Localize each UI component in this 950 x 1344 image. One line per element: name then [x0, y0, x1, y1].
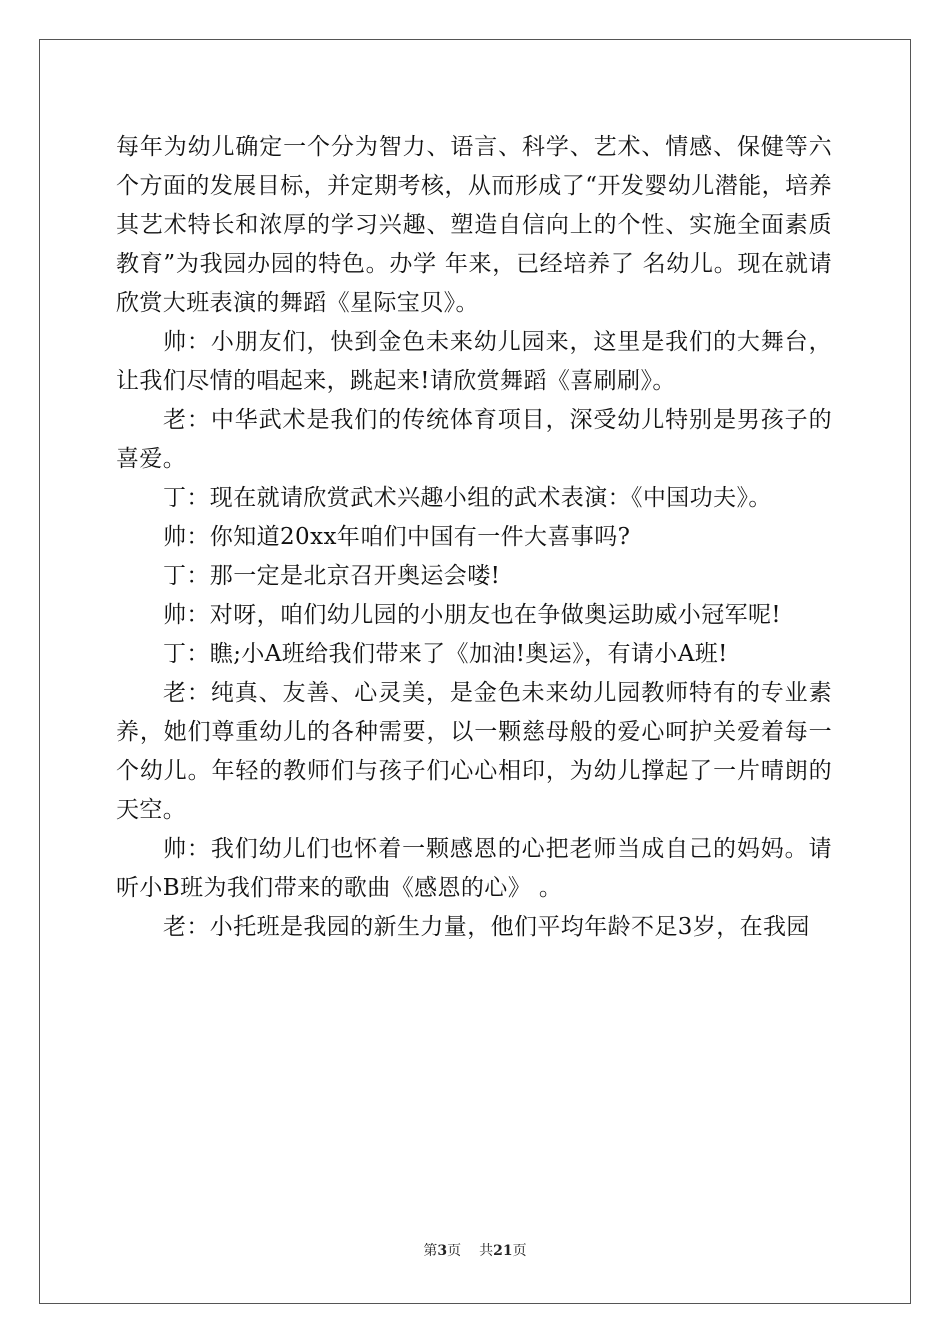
page-prefix: 第	[423, 1243, 438, 1259]
paragraph-11: 老：小托班是我园的新生力量，他们平均年龄不足3岁，在我园	[163, 914, 810, 940]
paragraph-1: 每年为幼儿确定一个分为智力、语言、科学、艺术、情感、保健等六个方面的发展目标，并定期考核，从而形成了“开发婴幼儿潜能，培养其艺术特长和浓厚的学习兴趣、塑造自信向上的个性、实施全面素质教育”为我园办园的特色。办学 年来，已经培养了 名幼儿。现在就请欣赏大班表演的舞蹈《星际宝贝》。	[116, 134, 832, 316]
page-current: 3	[437, 1243, 448, 1259]
paragraph-2: 帅：小朋友们，快到金色未来幼儿园来，这里是我们的大舞台，让我们尽情的唱起来，跳起来!请欣赏舞蹈《喜刷刷》。	[116, 329, 832, 394]
paragraph-10: 帅：我们幼儿们也怀着一颗感恩的心把老师当成自己的妈妈。请听小B班为我们带来的歌曲《感恩的心》 。	[116, 836, 832, 901]
paragraph-3: 老：中华武术是我们的传统体育项目，深受幼儿特别是男孩子的喜爱。	[116, 407, 832, 472]
paragraph-9: 老：纯真、友善、心灵美，是金色未来幼儿园教师特有的专业素养，她们尊重幼儿的各种需要，以一颗慈母般的爱心呵护关爱着每一个幼儿。年轻的教师们与孩子们心心相印，为幼儿撑起了一片晴朗的天空。	[116, 680, 832, 823]
page-total: 21	[493, 1243, 513, 1259]
total-prefix: 共	[479, 1243, 494, 1259]
page-suffix: 页	[447, 1243, 462, 1259]
paragraph-8: 丁：瞧;小A班给我们带来了《加油!奥运》，有请小A班!	[163, 641, 728, 667]
page-footer	[0, 1240, 950, 1260]
paragraph-7: 帅：对呀，咱们幼儿园的小朋友也在争做奥运助威小冠军呢!	[163, 602, 782, 628]
paragraph-4: 丁：现在就请欣赏武术兴趣小组的武术表演：《中国功夫》。	[163, 485, 772, 511]
paragraph-6: 丁：那一定是北京召开奥运会喽!	[163, 563, 501, 589]
paragraph-5: 帅：你知道20xx年咱们中国有一件大喜事吗?	[163, 524, 631, 550]
total-suffix: 页	[512, 1243, 527, 1259]
document-body	[116, 128, 832, 947]
